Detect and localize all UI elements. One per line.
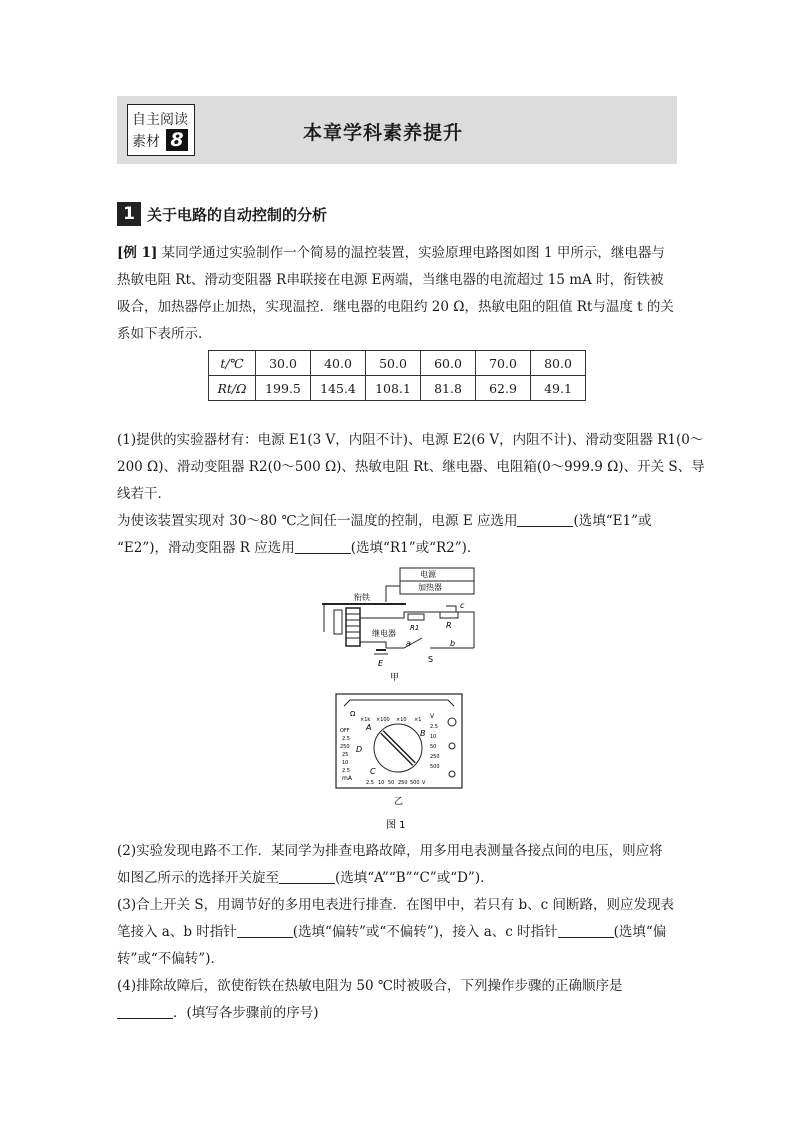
- q4-line-1: (4)排除故障后，欲使衔铁在热敏电阻为 50 ℃时被吸合，下列操作步骤的正确顺序是: [117, 978, 623, 994]
- figure-1: [316, 566, 476, 838]
- section-number: 1: [117, 202, 141, 226]
- position-a: A: [366, 723, 372, 732]
- label-r1: R1: [410, 624, 420, 632]
- meter-ohm-range: ×10: [396, 717, 407, 723]
- section-title: 关于电路的自动控制的分析: [147, 206, 328, 224]
- meter-bottom-scale: 10: [378, 780, 385, 786]
- q1-line-3: 线若干．: [117, 486, 171, 502]
- meter-left-scale: 2.5: [342, 736, 350, 742]
- reading-badge: [127, 104, 195, 156]
- meter-right-scale: 2.5: [430, 724, 438, 730]
- meter-left-scale: 250: [340, 744, 350, 750]
- table-cell: 70.0: [476, 351, 531, 376]
- label-a: a: [406, 639, 411, 648]
- chapter-banner: [117, 96, 677, 164]
- example-text-1: 某同学通过实验制作一个简易的温控装置，实验原理电路图如图 1 甲所示，继电器与: [161, 245, 665, 261]
- table-header-rt: Rt/Ω: [209, 376, 256, 401]
- table-cell: 30.0: [256, 351, 311, 376]
- label-b: b: [450, 639, 456, 648]
- q2-line-2: 如图乙所示的选择开关旋至 (选填“A”“B”“C”或“D”)．: [117, 870, 494, 886]
- q1-line-5: “E2”)，滑动变阻器 R 应选用 (选填“R1”或“R2”)．: [117, 540, 481, 556]
- meter-ohm-range: ×1k: [360, 717, 371, 723]
- badge-label-line2: 素材: [132, 134, 160, 150]
- answer-blank[interactable]: [517, 512, 573, 527]
- answer-blank[interactable]: [279, 869, 335, 884]
- table-row: [209, 376, 586, 401]
- meter-bottom-scale: 500: [410, 780, 420, 786]
- example-line-1: [117, 240, 683, 267]
- meter-ohm: Ω: [350, 710, 356, 718]
- q4-line-2: ．(填写各步骤前的序号): [117, 1000, 683, 1027]
- example-line-2: 热敏电阻 Rt、滑动变阻器 R串联接在电源 E两端，当继电器的电流超过 15 mA 时，衔铁被: [117, 272, 664, 288]
- multimeter-dial: [336, 694, 462, 788]
- label-heater: 加热器: [418, 583, 442, 592]
- position-b: B: [420, 729, 426, 738]
- q1-line-4: 为使该装置实现对 30～80 ℃之间任一温度的控制，电源 E 应选用 (选填“E1”或: [117, 513, 652, 529]
- answer-blank[interactable]: [558, 923, 614, 938]
- table-cell: 108.1: [366, 376, 421, 401]
- example-tag: [例 1]: [117, 245, 158, 261]
- label-armature: 衔铁: [354, 593, 370, 602]
- caption-jia: 甲: [390, 673, 400, 683]
- meter-left-scale: 2.5: [342, 768, 350, 774]
- q1-line-2: 200 Ω)、滑动变阻器 R2(0～500 Ω)、热敏电阻 Rt、继电器、电阻箱(0～999.9 Ω)、开关 S、导: [117, 459, 705, 475]
- table-header-t: t/℃: [209, 351, 256, 376]
- caption-yi: 乙: [394, 797, 404, 807]
- figure-caption: 图 1: [386, 820, 406, 831]
- table-cell: 40.0: [311, 351, 366, 376]
- meter-left-scale: mA: [342, 775, 352, 782]
- label-relay: 继电器: [372, 629, 396, 638]
- table-cell: 199.5: [256, 376, 311, 401]
- table-cell: 50.0: [366, 351, 421, 376]
- q3-line-1: (3)合上开关 S，用调节好的多用电表进行排查．在图甲中，若只有 b、c 间断路，则应发现表: [117, 897, 674, 913]
- label-e: E: [378, 659, 384, 668]
- table-cell: 81.8: [421, 376, 476, 401]
- meter-volt: V: [430, 713, 435, 720]
- badge-label-line1: 自主阅读: [132, 112, 188, 128]
- answer-blank[interactable]: [237, 923, 293, 938]
- meter-left-scale: 10: [342, 760, 349, 766]
- meter-right-scale: 500: [430, 764, 440, 770]
- meter-bottom-scale: 2.5: [366, 780, 374, 786]
- label-switch: S: [428, 655, 434, 664]
- table-cell: 49.1: [531, 376, 586, 401]
- meter-left-scale: 25: [342, 752, 349, 758]
- q2-line-1: (2)实验发现电路不工作．某同学为排查电路故障，用多用电表测量各接点间的电压，则应将: [117, 843, 663, 859]
- label-r: R: [446, 621, 452, 630]
- position-d: D: [356, 745, 363, 754]
- q3-line-2: 笔接入 a、b 时指针 (选填“偏转”或“不偏转”)，接入 a、c 时指针 (选填“偏: [117, 924, 667, 940]
- example-line-4: 系如下表所示.: [117, 326, 203, 342]
- q3-line-3: 转”或“不偏转”)．: [117, 951, 224, 967]
- q1-line-1: (1)提供的实验器材有：电源 E1(3 V，内阻不计)、电源 E2(6 V，内阻不计)、滑动变阻器 R1(0～: [117, 432, 704, 448]
- answer-blank[interactable]: [117, 1004, 173, 1019]
- table-cell: 80.0: [531, 351, 586, 376]
- example-line-3: 吸合，加热器停止加热，实现温控．继电器的电阻约 20 Ω，热敏电阻的阻值 Rt与温度 t 的关: [117, 299, 674, 315]
- meter-right-scale: 250: [430, 754, 440, 760]
- table-cell: 62.9: [476, 376, 531, 401]
- label-c: c: [460, 601, 465, 610]
- meter-bottom-scale: 50: [388, 780, 395, 786]
- meter-ohm-range: ×100: [376, 717, 390, 723]
- meter-right-scale: 50: [430, 744, 437, 750]
- table-cell: 60.0: [421, 351, 476, 376]
- resistance-temperature-table: [208, 350, 586, 401]
- position-c: C: [370, 767, 376, 776]
- label-power: 电源: [420, 570, 436, 579]
- meter-ohm-range: ×1: [414, 717, 422, 723]
- meter-bottom-scale: V: [422, 780, 426, 786]
- meter-bottom-scale: 250: [398, 780, 408, 786]
- meter-left-scale: OFF: [340, 728, 350, 734]
- badge-number: 8: [166, 129, 188, 151]
- table-row: [209, 351, 586, 376]
- meter-right-scale: 10: [430, 734, 437, 740]
- table-cell: 145.4: [311, 376, 366, 401]
- chapter-title: 本章学科素养提升: [303, 122, 464, 144]
- answer-blank[interactable]: [295, 539, 351, 554]
